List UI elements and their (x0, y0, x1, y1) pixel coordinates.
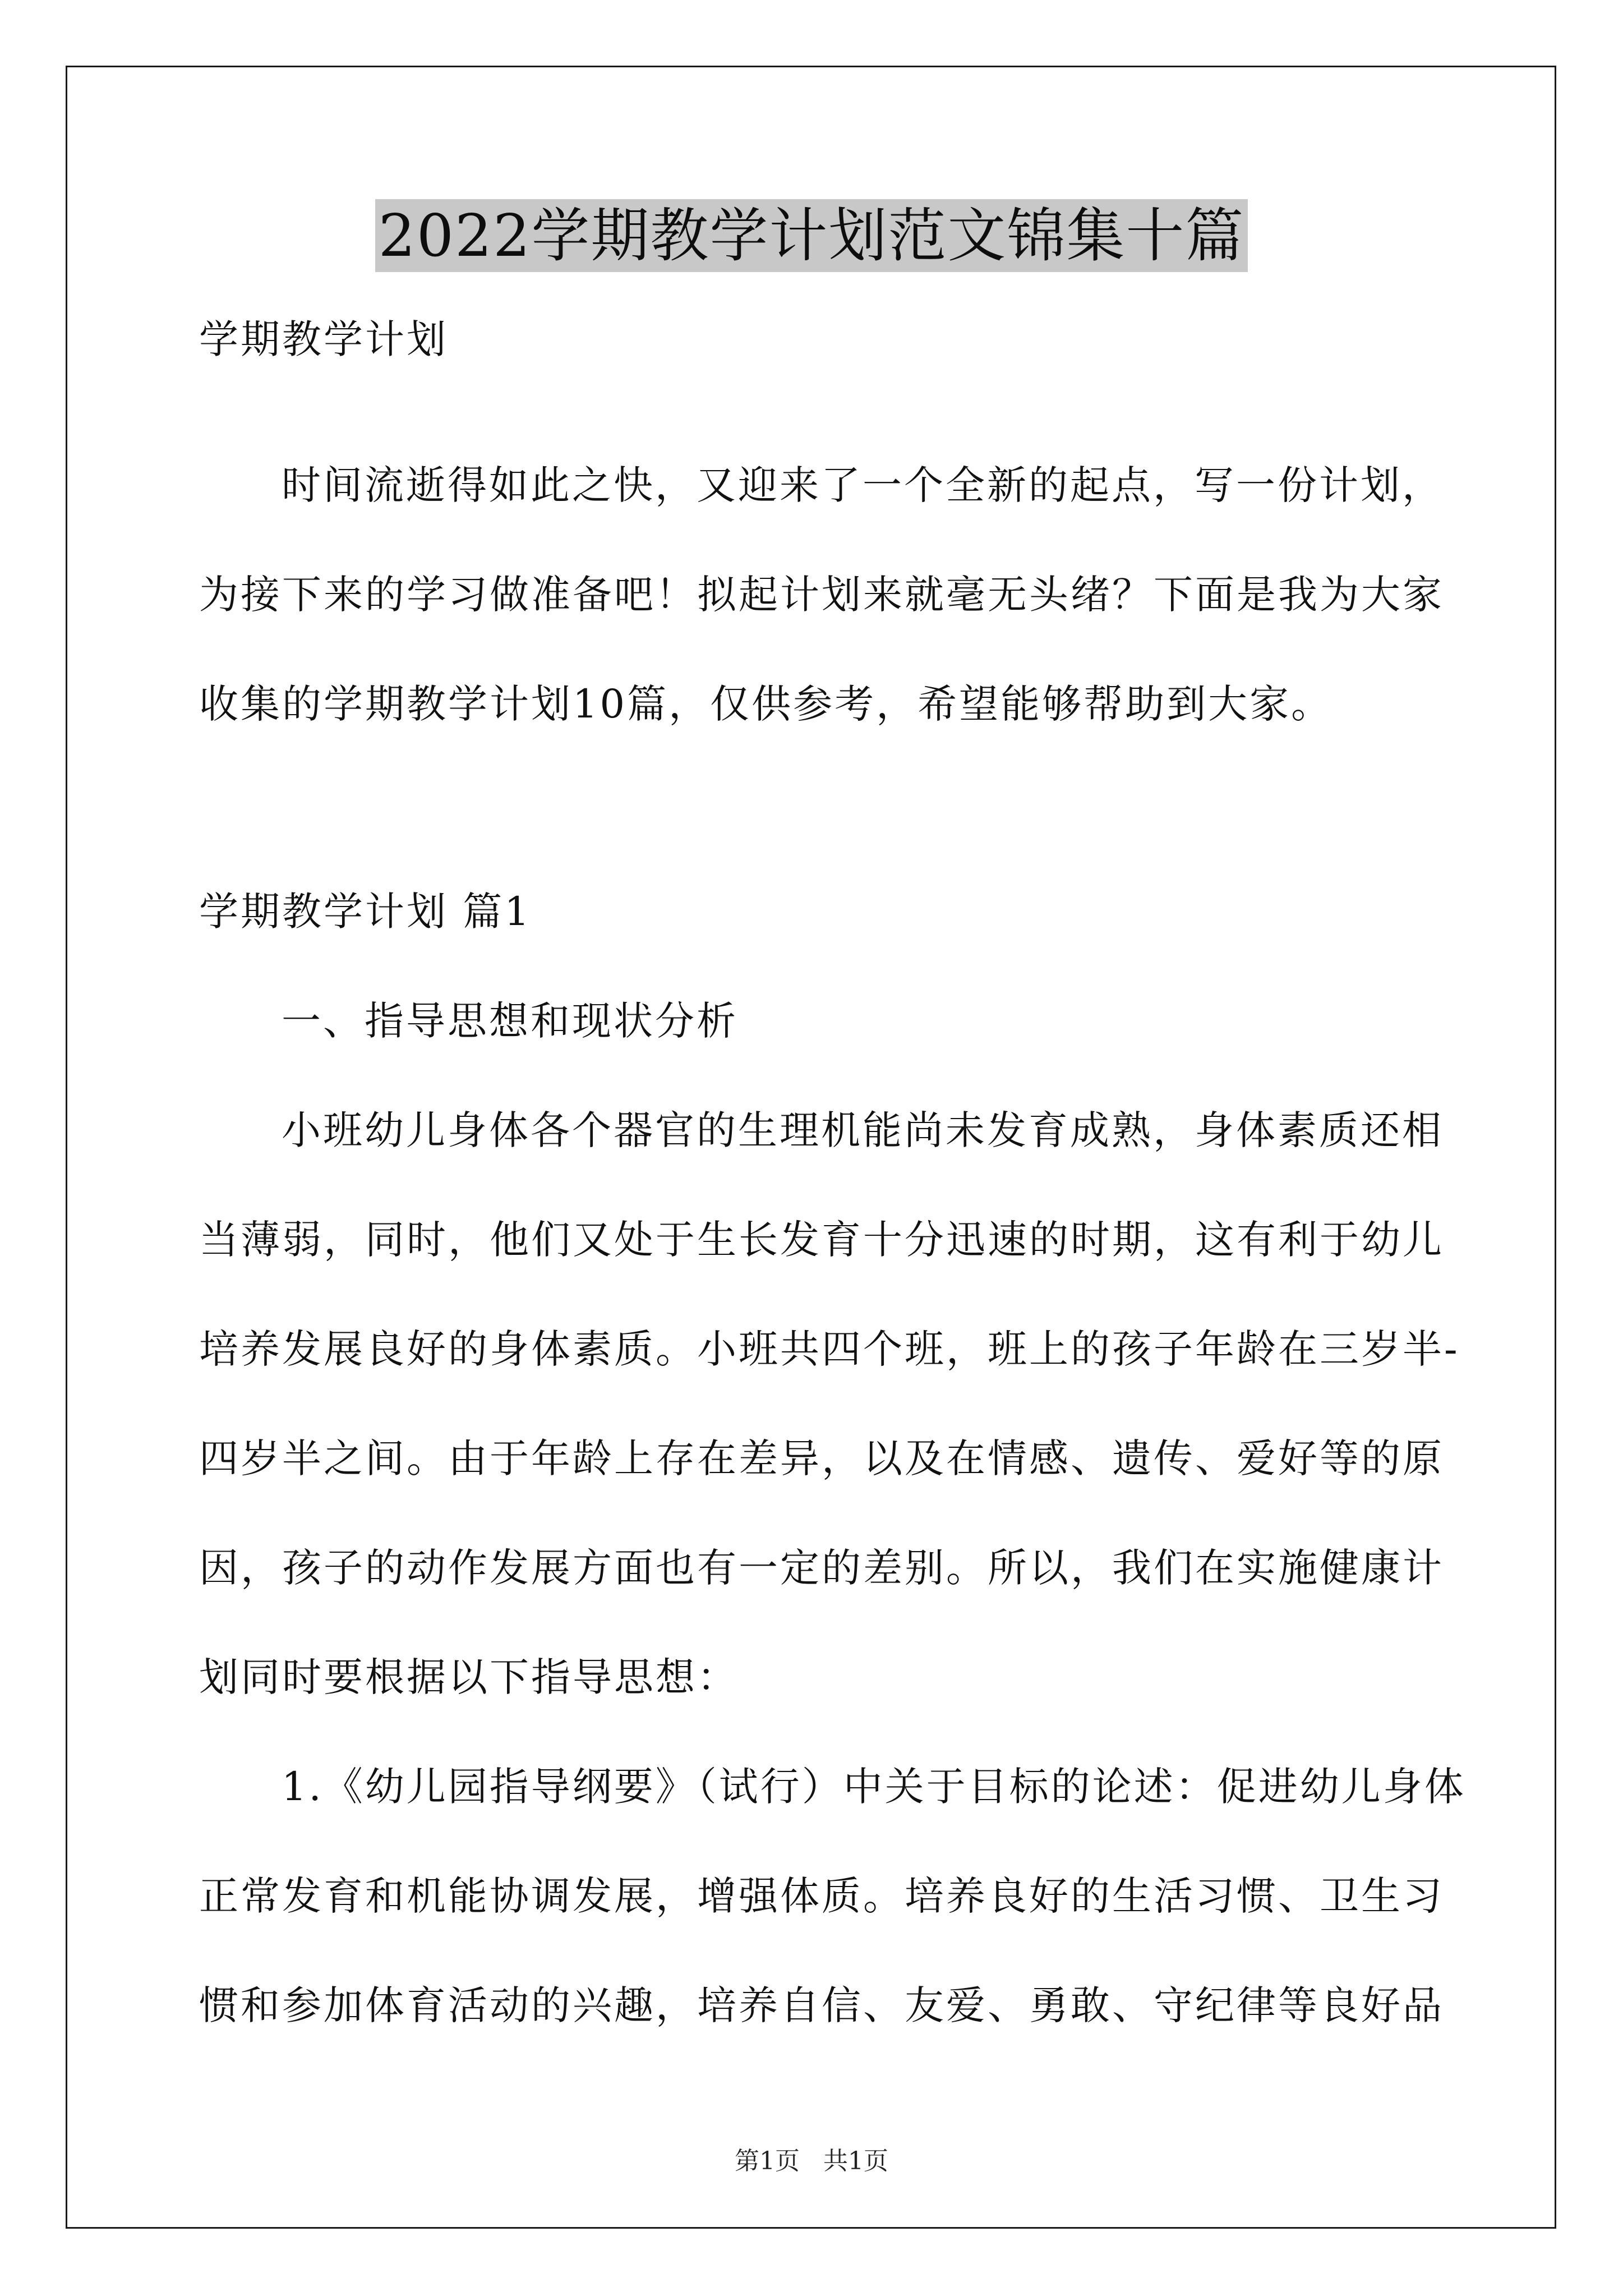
subheading: 一、指导思想和现状分析 (282, 998, 738, 1044)
intro-heading: 学期教学计划 (199, 316, 448, 362)
para1-line-4: 四岁半之间。由于年龄上存在差异，以及在情感、遗传、爱好等的原 (199, 1435, 1444, 1481)
para2-line-2: 正常发育和机能协调发展，增强体质。培养良好的生活习惯、卫生习 (199, 1873, 1444, 1919)
para1-line-6: 划同时要根据以下指导思想： (199, 1654, 739, 1700)
intro-line-2: 为接下来的学习做准备吧！拟起计划来就毫无头绪？下面是我为大家 (199, 572, 1444, 618)
para2-line-1: 1.《幼儿园指导纲要》（试行）中关于目标的论述：促进幼儿身体 (282, 1764, 1466, 1810)
para1-line-3: 培养发展良好的身体素质。小班共四个班，班上的孩子年龄在三岁半- (199, 1326, 1460, 1372)
document-title: 2022学期教学计划范文锦集十篇 (375, 199, 1248, 272)
section-heading: 学期教学计划 篇1 (199, 889, 532, 935)
para1-line-5: 因，孩子的动作发展方面也有一定的差别。所以，我们在实施健康计 (199, 1545, 1444, 1591)
para1-line-2: 当薄弱，同时，他们又处于生长发育十分迅速的时期，这有利于幼儿 (199, 1217, 1444, 1263)
title-wrap (0, 199, 1623, 272)
intro-line-1: 时间流逝得如此之快，又迎来了一个全新的起点，写一份计划， (282, 462, 1444, 508)
para2-line-3: 惯和参加体育活动的兴趣，培养自信、友爱、勇敢、守纪律等良好品 (199, 1982, 1444, 2028)
page-number: 第1页 (735, 2147, 800, 2175)
para1-line-1: 小班幼儿身体各个器官的生理机能尚未发育成熟，身体素质还相 (282, 1107, 1444, 1153)
page-total: 共1页 (823, 2147, 888, 2175)
intro-line-3: 收集的学期教学计划10篇，仅供参考，希望能够帮助到大家。 (199, 681, 1333, 727)
page-footer (0, 2146, 1623, 2177)
